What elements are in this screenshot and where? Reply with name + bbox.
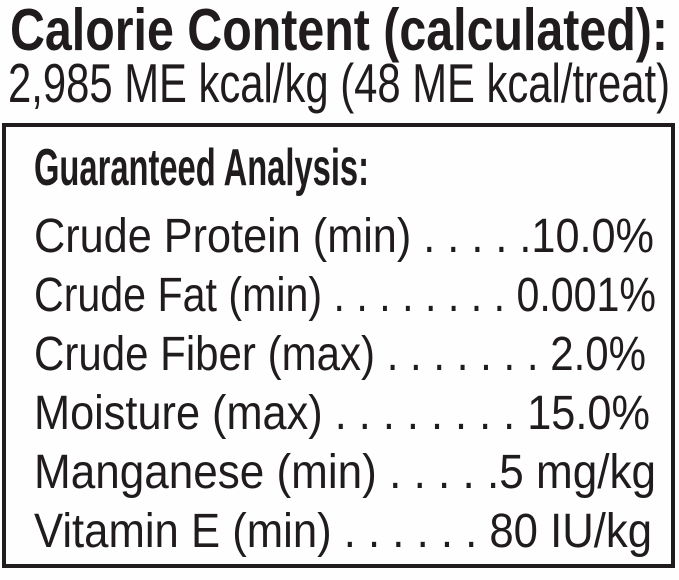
calorie-content-value-text: 2,985 ME kcal/kg (48 ME kcal/treat) [8, 52, 670, 114]
row-value: 5 mg/kg [499, 446, 656, 499]
row-label: Crude Protein (min) [34, 210, 412, 263]
row-value: 0.001% [516, 269, 656, 322]
analysis-rows [34, 207, 671, 561]
analysis-row-crude-fat [34, 266, 671, 325]
guaranteed-analysis-title-text: Guaranteed Analysis: [34, 139, 369, 197]
row-value: 2.0% [550, 328, 646, 381]
calorie-content-title [10, 0, 679, 63]
guaranteed-analysis-title [34, 140, 671, 196]
row-value: 10.0% [531, 210, 654, 263]
dot-leader: . . . . . . . . [322, 387, 528, 440]
dot-leader: . . . . . . [331, 505, 490, 558]
calorie-content-title-text: Calorie Content (calculated): [10, 0, 668, 63]
row-label: Moisture (max) [34, 387, 323, 440]
row-label: Manganese (min) [34, 446, 377, 499]
guaranteed-analysis-box [2, 123, 675, 568]
dot-leader: . . . . . . . [375, 328, 551, 381]
analysis-row-crude-protein [34, 207, 671, 266]
analysis-row-crude-fiber [34, 325, 671, 384]
dot-leader: . . . . . [376, 446, 500, 499]
analysis-row-vitamin-e [34, 502, 671, 561]
row-label: Crude Fiber (max) [34, 328, 376, 381]
dot-leader: . . . . . [411, 210, 532, 263]
row-value: 80 IU/kg [489, 505, 652, 558]
calorie-content-value [8, 52, 679, 114]
row-value: 15.0% [527, 387, 650, 440]
analysis-row-manganese [34, 443, 671, 502]
row-label: Crude Fat (min) [34, 269, 323, 322]
analysis-row-moisture [34, 384, 671, 443]
dot-leader: . . . . . . . . [322, 269, 517, 322]
row-label: Vitamin E (min) [34, 505, 332, 558]
